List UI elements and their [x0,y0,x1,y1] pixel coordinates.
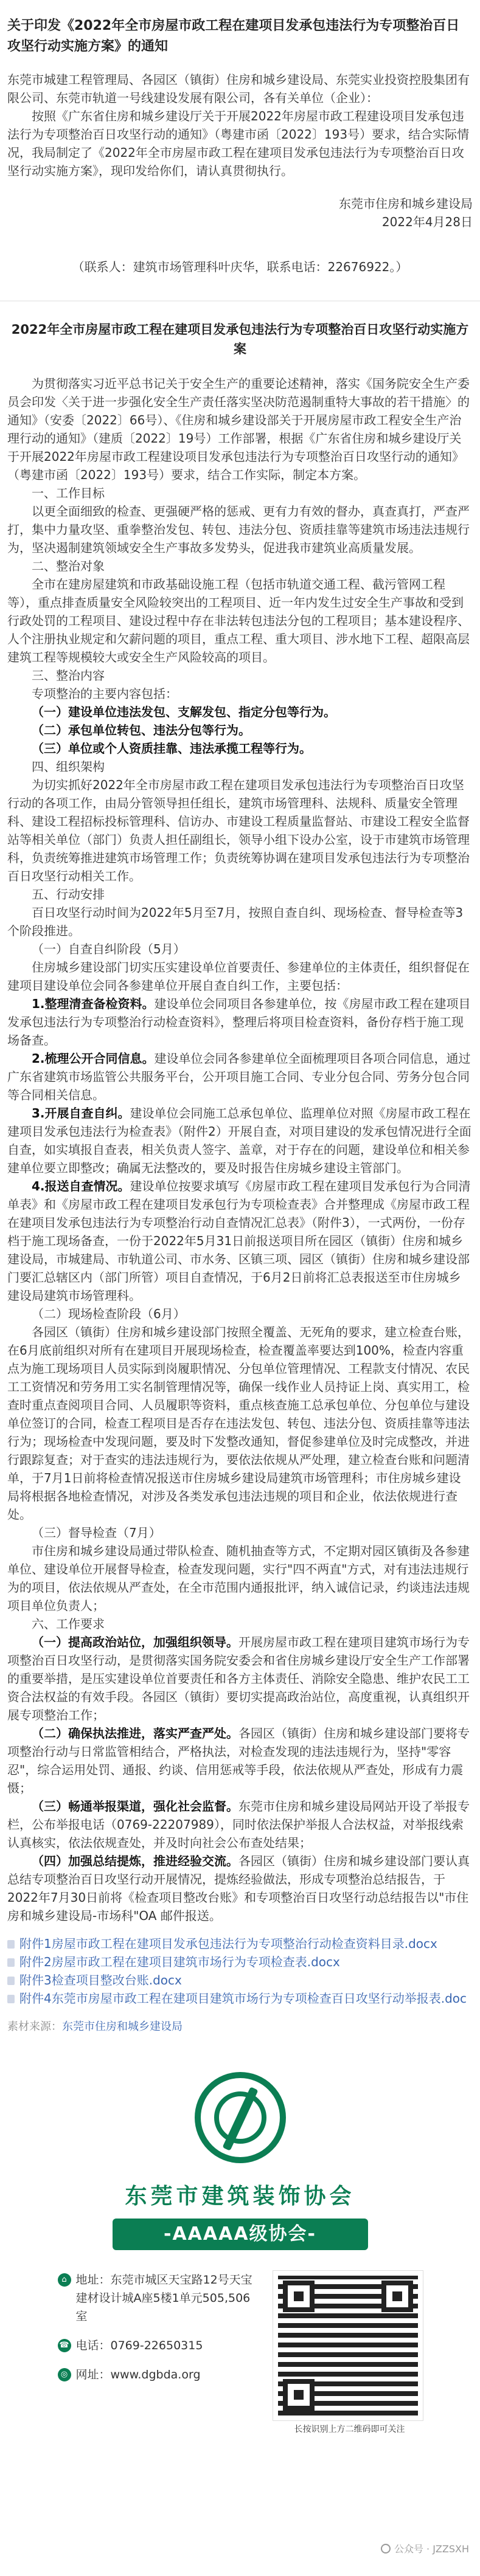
plan-paragraph-lead: （三）畅通举报渠道，强化社会监督。 [32,1799,238,1814]
plan-paragraph: 一、工作目标 [32,486,105,500]
plan-paragraph-text: 建设单位会同项目各参建单位，按《房屋市政工程在建项目发承包违法行为专项整治行动检查资料》，整理后将项目检查资料，备份存档于施工现场备查。 [7,996,471,1048]
notice-body: 按照《广东省住房和城乡建设厅关于开展2022年房屋市政工程建设项目发承包违法行为专项整治百日攻坚行动的通知》（粤建市函〔2022〕193号）要求，结合实际情况，我局制定了《2022年全市房屋市政工程在建项目发承包违法行为专项整治百日攻坚行动实施方案》，现印发给你们，请认真贯彻执行。 [7,109,470,178]
plan-paragraph: 为切实抓好2022年全市房屋市政工程在建项目发承包违法行为专项整治百日攻坚行动的各项工作，由局分管领导担任组长，建筑市场管理科、法规科、质量安全管理科、建设工程招标投标管理科、信访办、市建设工程质量监督站、市建设工程安全监督站等相关单位（部门）负责人担任副组长，领导小组下设办公室，设于市建筑市场管理科，负责统筹推进建筑市场管理工作；负责统筹协调在建项目发承包违法行为专项整治百日攻坚行动相关工作。 [7,778,470,883]
globe-icon: ◎ [58,2368,71,2381]
plan-paragraph: 专项整治的主要内容包括： [32,686,178,701]
plan-paragraph: 为贯彻落实习近平总书记关于安全生产的重要论述精神，落实《国务院安全生产委员会印发〈关于进一步强化安全生产责任落实坚决防范遏制重特大事故的若干措施〉的通知》（安委〔2022〕66号）、《住房和城乡建设部关于开展房屋市政工程安全生产治理行动的通知》（建质〔2022〕19号）工作部署，根据《广东省住房和城乡建设厅关于开展2022年房屋市政工程建设项目发承包违法行为专项整治百日攻坚行动的通知》（粤建市函〔2022〕193号）要求，结合工作实际，制定本方案。 [7,376,470,482]
attachment-link[interactable] [7,1989,473,2008]
phone-icon: ☎ [58,2339,71,2352]
plan-paragraph: 全市在建房屋建筑和市政基础设施工程（包括市轨道交通工程、截污管网工程等），重点排查质量安全风险较突出的工程项目、近一年内发生过安全生产事故和受到行政处罚的工程项目、建设过程中存在非法转包违法分包的工程项目；基本建设程序、人个注册执业规定和欠薪问题的项目，重点工程、重大项目、涉水地下工程、超限高层建筑工程等规模较大或安全生产风险较高的项目。 [7,577,470,665]
plan-paragraph [7,1049,473,1104]
address-text: 地址：东莞市城区天宝路12号天宝建材设计城A座5楼1单元505,506室 [75,2273,252,2323]
plan-paragraph-text: 各园区（镇街）住房和城乡建设部门要认真总结专项整治百日攻坚行动开展情况，提炼经验做法，形成专项整治总结报告，于2022年7月30日前将《检查项目整改台账》和专项整治百日攻坚行动总结报告以"市住房和城乡建设局-市场科"OA 邮件报送。 [7,1854,470,1923]
notice-sender: 东莞市住房和城乡建设局 [339,196,473,211]
plan-paragraph [7,1633,473,1724]
association-name: 东莞市建筑装饰协会 [125,2184,355,2209]
attachment-link[interactable] [7,1935,473,1953]
plan-paragraph-lead: 2.梳理公开合同信息。 [32,1051,155,1066]
address-row [58,2271,259,2326]
plan-paragraph-text: 各园区（镇街）住房和城乡建设部门要将专项整治行动与日常监管相结合，严格执法，对检查发现的违法违规行为，坚持"零容忍"，综合运用处罚、通报、约谈、信用惩戒等手段，依法依规从严查处，形成有力震慑； [7,1726,470,1795]
plan-paragraph-lead: 3.开展自查自纠。 [32,1106,130,1121]
location-icon: ⌂ [58,2273,71,2287]
plan-paragraph [7,1797,473,1852]
section-divider [0,300,480,302]
plan-paragraph-lead: （一）提高政治站位，加强组织领导。 [32,1635,238,1649]
notice-recipients: 东莞市城建工程管理局、各园区（镇街）住房和城乡建设局、东莞实业投资控股集团有限公司、东莞市轨道一号线建设发展有限公司，各有关单位（企业）： [7,72,470,105]
plan-paragraph: 百日攻坚行动时间为2022年5月至7月，按照自查自纠、现场检查、督导检查等3个阶段推进。 [7,905,464,938]
association-logo-icon [195,2072,286,2163]
attachment-link[interactable] [7,1971,473,1989]
attachment-name: 附件3检查项目整改台账.docx [19,1973,182,1987]
paperclip-icon [7,1977,15,1985]
plan-paragraph-text: 开展房屋市政工程在建项目建筑市场行为专项整治百日攻坚行动，是贯彻落实国务院安委会和省住房城乡建设厅安全生产工作部署的重要举措，是压实建设单位首要责任和各方主体责任、消除安全隐患、维护农民工工资合法权益的有效手段。各园区（镇街）要切实提高政治站位，高度重视，认真组织开展专项整治工作； [7,1635,470,1722]
plan-paragraph: （二）现场检查阶段（6月） [32,1307,186,1321]
plan-paragraph: 三、整治内容 [32,668,105,683]
wechat-icon [381,2544,391,2554]
plan-paragraph: 各园区（镇街）住房和城乡建设部门按照全覆盖、无死角的要求，建立检查台账，在6月底前组织对所有在建项目开展现场检查，检查覆盖率要达到100%，检查内容重点为施工现场项目人员实际到岗履职情况、分包单位管理情况、工程款支付情况、农民工工资情况和劳务用工实名制管理情况等，确保一线作业人员持证上岗、真实用工，检查时重点查阅项目合同、人员履职等资料，重点核查施工总承包单位、分包单位与建设单位签订的合同，检查工程项目是否存在违法发包、转包、违法分包、资质挂靠等违法行为；现场检查中发现问题，要及时下发整改通知，督促参建单位及时完成整改，并进行跟踪复查；对于查实的违法违规行为，要依法依规从严处理，建立检查台账和问题清单，于7月1日前将检查情况报送市住房城乡建设局建筑市场管理科；市住房城乡建设局将根据各地检查情况，对涉及各类发承包违法违规的项目和企业，依法依规进行查处。 [7,1325,470,1522]
material-source [7,2018,473,2036]
plan-paragraph: 以更全面细致的检查、更强硬严格的惩戒、更有力有效的督办，真查真打，严查严打，集中力量攻坚、重拳整治发包、转包、违法分包、资质挂靠等建筑市场违法违规行为，坚决遏制建筑领域安全生产事故多发势头，促进我市建筑业高质量发展。 [7,504,470,555]
plan-body [7,375,473,1925]
association-grade-banner: -AAAAA级协会- [113,2219,368,2250]
plan-paragraph-lead: （二）确保执法推进，落实严查严处。 [32,1726,238,1741]
plan-paragraph-text: 建设单位按要求填写《房屋市政工程在建项目发承包行为合同清单表》和《房屋市政工程在建项目发承包行为专项检查表》合并整理成《房屋市政工程在建项目发承包违法行为专项整治行动自查情况汇总表》（附件3），一式两份，一份存档于施工现场备查，一份于2022年5月31日前报送项目所在园区（镇街）住房和城乡建设局，市城建局、市轨道公司、市水务、区镇三项、园区（镇街）住房和城乡建设部门要汇总辖区内（部门所管）项目自查情况，于6月2日前将汇总表报送至市住房城乡建设局建筑市场管理科。 [7,1179,471,1303]
material-source-link[interactable]: 东莞市住房和城乡建设局 [62,2020,183,2033]
plan-paragraph-text: 建设单位会同各参建单位全面梳理项目各项合同信息，通过广东省建筑市场监管公共服务平台，公开项目施工合同、专业分包合同、劳务分包合同等合同相关信息。 [7,1051,471,1102]
plan-paragraph: 五、行动安排 [32,887,105,902]
plan-paragraph: 住房城乡建设部门切实压实建设单位首要责任、参建单位的主体责任，组织督促在建项目建设单位会同各参建单位开展自查自纠工作，主要包括： [7,960,470,993]
plan-paragraph-lead: （四）加强总结提炼，推进经验交流。 [32,1854,238,1868]
plan-paragraph [7,995,473,1049]
paperclip-icon [7,1995,15,2003]
notice-contact: （联系人：建筑市场管理科叶庆华，联系电话：22676922。） [72,260,408,274]
attachment-list [7,1935,473,2008]
plan-paragraph: 二、整治对象 [32,559,105,573]
plan-heading: （三）单位或个人资质挂靠、违法承揽工程等行为。 [32,741,311,756]
plan-title: 2022年全市房屋市政工程在建项目发承包违法行为专项整治百日攻坚行动实施方案 [11,322,469,356]
attachment-name: 附件1房屋市政工程在建项目发承包违法行为专项整治行动检查资料目录.docx [19,1936,437,1951]
association-card [58,2072,423,2490]
plan-paragraph-lead: 1.整理清查备检资料。 [32,996,155,1011]
attachment-name: 附件4东莞市房屋市政工程在建项目建筑市场行为专项检查百日攻坚行动举报表.doc [19,1991,467,2006]
paperclip-icon [7,1958,15,1967]
notice-section [0,16,480,276]
plan-paragraph [7,1724,473,1797]
phone-row [58,2336,259,2355]
attachment-link[interactable] [7,1953,473,1971]
plan-paragraph-text: 东莞市住房和城乡建设局网站开设了举报专栏，公布举报电话（0769-22207989），同时依法保护举报人合法权益，对举报线索认真核实，依法依规查处，并及时向社会公布查处结果； [7,1799,470,1850]
qr-caption: 长按识别上方二维码即可关注 [294,2425,405,2434]
plan-paragraph [7,1852,473,1925]
plan-paragraph: 四、组织架构 [32,759,105,774]
plan-section [0,320,480,2036]
attachment-name: 附件2房屋市政工程在建项目建筑市场行为专项检查表.docx [19,1955,340,1969]
plan-paragraph-text: 建设单位会同施工总承包单位、监理单位对照《房屋市政工程在建项目发承包违法行为检查表》（附件2）开展自查，对项目建设的发承包情况进行全面自查，如实填报自查表，相关负责人签字、盖章，对于存在的问题，建设单位和相关参建单位要立即整改；确属无法整改的，要及时报告住房城乡建设主管部门。 [7,1106,471,1175]
plan-paragraph: 六、工作要求 [32,1617,105,1631]
wechat-watermark [381,2541,469,2555]
plan-paragraph: 市住房和城乡建设局通过带队检查、随机抽查等方式，不定期对园区镇街及各参建单位、建设单位开展督导检查，检查发现问题，实行"四不两直"方式，对有违法违规行为的项目，依法依规从严查处，在全市范围内通报批评，纳入诚信记录，约谈违法违规项目单位负责人； [7,1544,470,1613]
notice-title: 关于印发《2022年全市房屋市政工程在建项目发承包违法行为专项整治百日攻坚行动实施方案》的通知 [7,18,460,54]
plan-paragraph-lead: 4.报送自查情况。 [32,1179,130,1193]
plan-paragraph: （一）自查自纠阶段（5月） [32,942,186,956]
plan-paragraph: （三）督导检查（7月） [32,1525,161,1540]
association-contact-list [58,2271,259,2395]
watermark-text: 公众号 · JZZSXH [394,2543,469,2555]
material-source-label: 素材来源： [7,2020,62,2033]
paperclip-icon [7,1940,15,1949]
website-row [58,2366,259,2384]
notice-date: 2022年4月28日 [381,215,473,229]
plan-heading: （一）建设单位违法发包、支解发包、指定分包等行为。 [32,705,336,719]
association-info [58,2271,423,2490]
plan-paragraph [7,1104,473,1177]
phone-text: 电话：0769-22650315 [75,2339,203,2352]
plan-heading: （二）承包单位转包、违法分包等行为。 [32,723,251,737]
website-text: 网址：www.dgbda.org [75,2368,201,2381]
qr-code-icon[interactable] [273,2271,423,2420]
plan-paragraph [7,1177,473,1305]
